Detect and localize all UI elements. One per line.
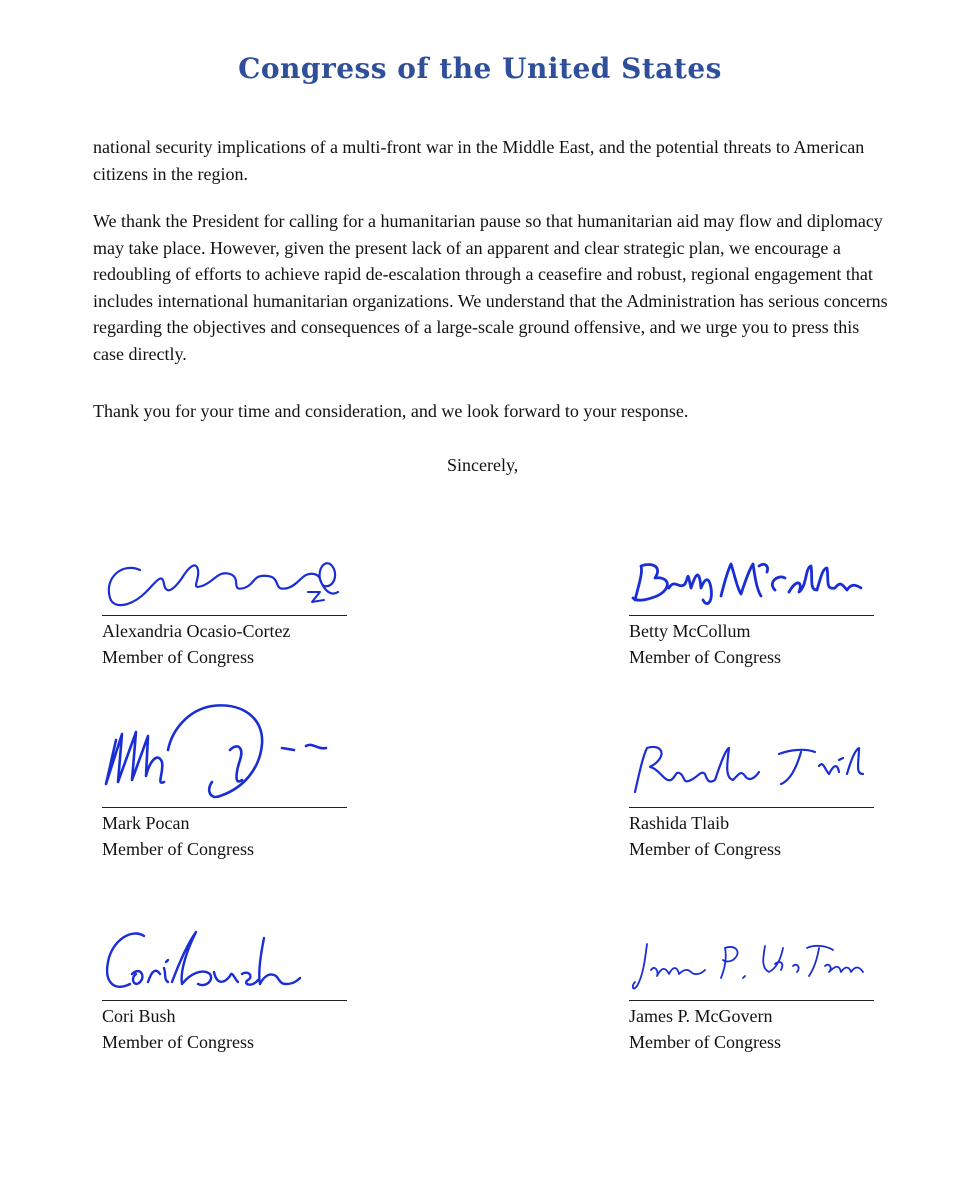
- signature-line: [102, 615, 347, 616]
- signature-line: [102, 1000, 347, 1001]
- signature-mccollum: [629, 548, 879, 618]
- signature-line: [629, 1000, 874, 1001]
- signature-block-mcgovern: [629, 930, 879, 1055]
- signature-block-bush: [102, 918, 352, 1053]
- signer-title: Member of Congress: [629, 1032, 781, 1052]
- signature-block-ocasio-cortez: [102, 548, 352, 668]
- signer-name: Rashida Tlaib: [629, 813, 730, 833]
- letter-paragraph-1: national security implications of a multi-front war in the Middle East, and the potential threats to American citizens in the region.: [93, 137, 865, 184]
- signer-name: James P. McGovern: [629, 1006, 773, 1026]
- signer-name: Mark Pocan: [102, 813, 190, 833]
- signature-block-pocan: [102, 690, 352, 860]
- signature-line: [629, 807, 874, 808]
- signature-mcgovern: [629, 930, 879, 1000]
- signature-block-mccollum: [629, 548, 879, 668]
- signer-title: Member of Congress: [629, 647, 781, 667]
- signature-bush: [102, 918, 352, 1000]
- letter-paragraph-3: Thank you for your time and consideration, and we look forward to your response.: [93, 401, 689, 421]
- signer-title: Member of Congress: [102, 839, 254, 859]
- signature-block-tlaib: [629, 730, 879, 860]
- closing-salutation: Sincerely,: [447, 455, 519, 475]
- letter-paragraph-2: We thank the President for calling for a humanitarian pause so that humanitarian aid may flow and diplomacy may take place. However, given the present lack of an apparent and clear strategic plan, we encourage a redoubling of efforts to achieve rapid de-escalation through a ceasefire and robust, regional engagement that includes international humanitarian organizations. We understand that the Administration has serious concerns regarding the objectives and consequences of a large-scale ground offensive, and we urge you to press this case directly.: [93, 211, 888, 364]
- signer-title: Member of Congress: [102, 1032, 254, 1052]
- signature-tlaib: [629, 730, 879, 807]
- signer-name: Cori Bush: [102, 1006, 176, 1026]
- signature-ocasio-cortez: [102, 548, 352, 618]
- signer-name: Betty McCollum: [629, 621, 751, 641]
- signature-line: [102, 807, 347, 808]
- letterhead-title: Congress of the United States: [238, 52, 722, 85]
- signer-name: Alexandria Ocasio-Cortez: [102, 621, 291, 641]
- signer-title: Member of Congress: [102, 647, 254, 667]
- signer-title: Member of Congress: [629, 839, 781, 859]
- signature-line: [629, 615, 874, 616]
- signature-pocan: [102, 690, 352, 808]
